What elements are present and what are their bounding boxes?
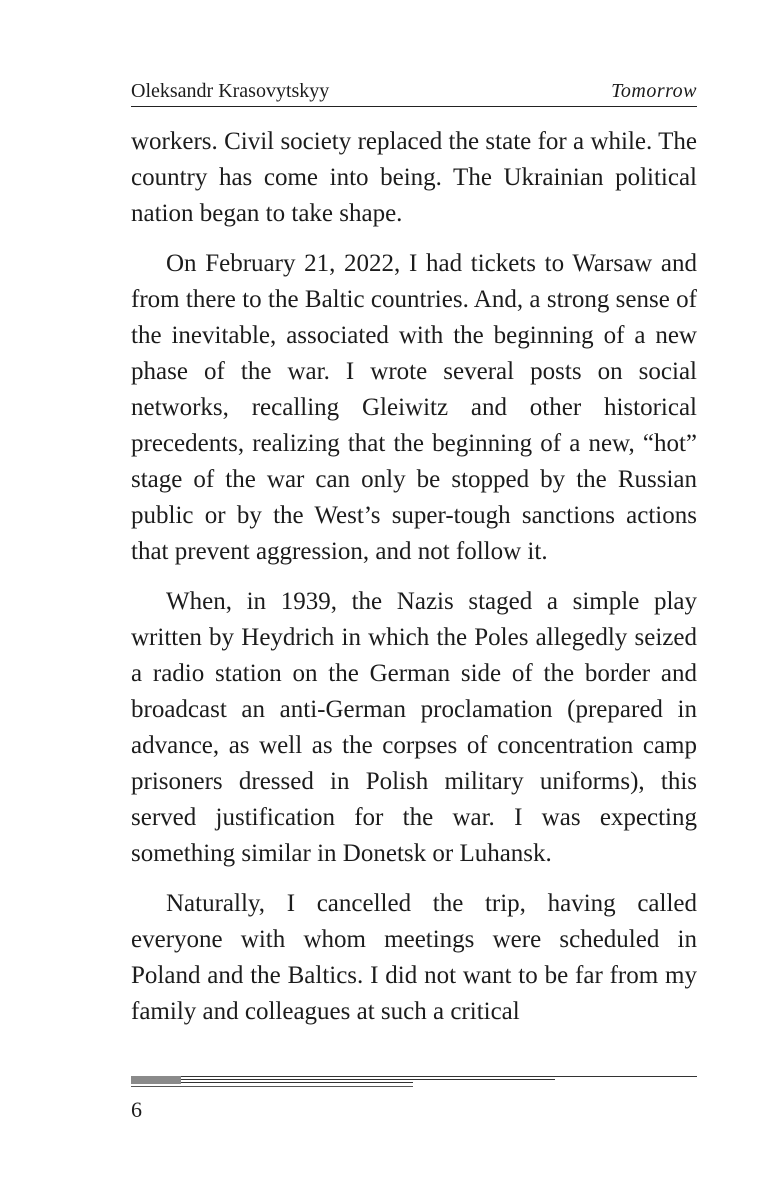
page-body — [131, 124, 697, 1044]
footer-ornament — [131, 1074, 697, 1090]
footer-ornament-line — [181, 1076, 697, 1077]
header-rule — [131, 106, 697, 107]
paragraph: On February 21, 2022, I had tickets to Warsaw and from there to the Baltic countries. And, a strong sense of the inevitable, associated with the beginning of a new phase of the war. I wrote several posts on social networks, recalling Gleiwitz and other historical precedents, realizing that the beginning of a new, “hot” stage of the war can only be stopped by the Russian public or by the West’s super-tough sanctions actions that prevent aggression, and not follow it. — [131, 250, 697, 565]
footer-ornament-line — [181, 1082, 413, 1083]
running-header — [131, 78, 697, 104]
header-author: Oleksandr Krasovytskyy — [131, 80, 330, 102]
footer-ornament-block — [131, 1076, 181, 1084]
page-number: 6 — [131, 1097, 142, 1122]
footer-ornament-line — [131, 1086, 413, 1087]
paragraph: Naturally, I cancelled the trip, having called everyone with whom meetings were scheduled in Poland and the Baltics. I did not want to be far from my family and colleagues at such a critical — [131, 890, 697, 1025]
header-book-title: Tomorrow — [611, 80, 697, 102]
paragraph: When, in 1939, the Nazis staged a simple play written by Heydrich in which the Poles allegedly seized a radio station on the German side of the border and broadcast an anti-German proclamation (prepared in advance, as well as the corpses of concentration camp prisoners dressed in Polish military uniforms), this served justification for the war. I was expecting something similar in Donetsk or Luhansk. — [131, 588, 697, 867]
footer-ornament-line — [181, 1079, 555, 1080]
paragraph-continued: workers. Civil society replaced the state for a while. The country has come into being. The Ukrainian political nation began to take shape. — [131, 128, 697, 227]
